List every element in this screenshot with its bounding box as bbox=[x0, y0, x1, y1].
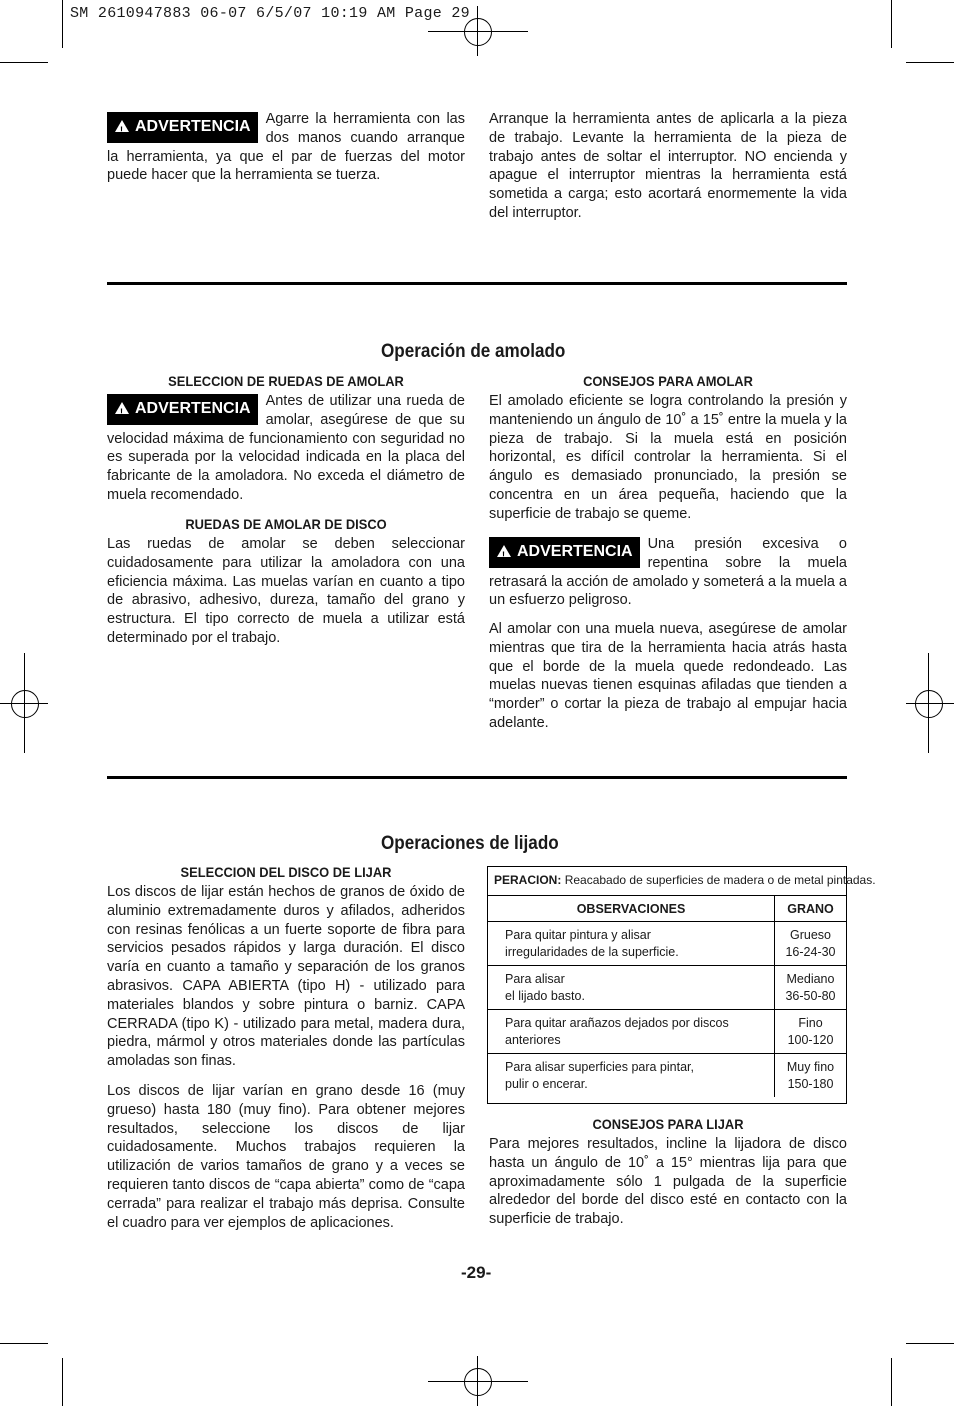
section-divider bbox=[107, 776, 847, 779]
grinding-right-warning-block bbox=[489, 535, 847, 610]
grinding-left-warning-text: Antes de utilizar una rueda de amolar, asegúrese de que su velocidad máxima de funcionamiento con seguridad no es superada por la velocidad indicada en la placa del fabricante de la amoladora. No exceda el diámetro de muela recomendado. bbox=[107, 393, 465, 503]
grinding-right-warning-text: Una presión excesiva o repentina sobre la muela retrasará la acción de amolado y someterá a la muela a un esfuerzo peligroso. bbox=[489, 536, 847, 609]
heading-sanding-disc-selection: SELECCION DEL DISCO DE LIJAR bbox=[180, 864, 392, 880]
print-slug: SM 2610947883 06-07 6/5/07 10:19 AM Page 29 bbox=[70, 5, 470, 22]
grinding-disc-text: Las ruedas de amolar se deben seleccionar cuidadosamente para utilizar la amoladora con una eficiencia máxima. Las muelas varían en cuanto a tipo de abrasivo, adhesivo, dureza, tamaño del grano y estructura. El tipo correcto de muela a utilizar está determinado por el trabajo. bbox=[107, 536, 465, 646]
sanding-tips-text: Para mejores resultados, incline la lijadora de disco hasta un ángulo de 10˚ a 15° mientras lija para que aproximadamente sólo 1 pulgada de la superficie alrededor del borde del disco esté en contacto con la superficie de trabajo. bbox=[489, 1136, 847, 1228]
grit-cell: Muy fino 150-180 bbox=[775, 1054, 847, 1098]
heading-grinding-tips: CONSEJOS PARA AMOLAR bbox=[583, 373, 753, 389]
section-title-grinding: Operación de amolado bbox=[381, 341, 566, 362]
sanding-text-1: Los discos de lijar están hechos de granos de óxido de aluminio extremadamente duros y afilados, adheridos con resinas fenólicas a un fuerte soporte de fibra para servicios pesados rápidos y larga duración. El disco varía en cuanto a tamaño y separación de los granos abrasivos. CAPA ABIERTA (tipo H) - utilizado para materiales blandos y sobre pintura o barniz. CAPA CERRADA (tipo K) - utilizado para metal, madera dura, piedra, mármol y otros materiales donde las partículas amoladas son finas. bbox=[107, 884, 465, 1070]
grit-table bbox=[488, 895, 846, 1097]
heading-grinding-wheel-selection: SELECCION DE RUEDAS DE AMOLAR bbox=[168, 373, 404, 389]
grinding-tips-text: El amolado eficiente se logra controlando la presión y manteniendo un ángulo de 10˚ a 15˚ entre la muela y la pieza de trabajo. Si la muela está en posición horizontal, es difícil controlar la herramienta. Si el ángulo es demasiado pronunciado, la presión se concentra en un área pequeña, haciendo que la superficie de trabajo se queme. bbox=[489, 393, 847, 522]
page-number: -29- bbox=[461, 1263, 492, 1282]
grit-cell: Grueso 16-24-30 bbox=[775, 922, 847, 966]
grinding-new-wheel-text: Al amolar con una muela nueva, asegúrese de amolar mientras que tira de la herramienta hacia atrás hasta que el borde de la muela quede redondeado. Las muelas nuevas tienen esquinas afiladas que tienden a “morder” o cortar la pieza de trabajo al empujar hacia adelante. bbox=[489, 621, 847, 731]
sanding-text-2: Los discos de lijar varían en grano desde 16 (muy grueso) hasta 180 (muy fino). Para obtener mejores resultados, seleccione los discos de lijar cuidadosamente. Muchos trabajos requieren la utilización de varios tamaños de grano y a veces se requieren tanto discos de “capa abierta” como de “capa cerrada” para realizar el trabajo más deprisa. Consulte el cuadro para ver ejemplos de aplicaciones. bbox=[107, 1083, 465, 1231]
column-header-observations: OBSERVACIONES bbox=[488, 896, 775, 922]
top-left-text: Agarre la herramienta con las dos manos cuando arranque la herramienta, ya que el par de fuerzas del motor puede hacer que la herramienta se tuerza. bbox=[107, 111, 465, 184]
warning-triangle-icon bbox=[115, 402, 129, 414]
section-title-sanding: Operaciones de lijado bbox=[381, 833, 559, 854]
table-row bbox=[488, 1010, 846, 1054]
observation-cell: Para quitar pintura y alisar irregularidades de la superficie. bbox=[488, 922, 775, 966]
heading-disc-grinding-wheels: RUEDAS DE AMOLAR DE DISCO bbox=[185, 516, 387, 532]
table-header-row bbox=[488, 896, 846, 922]
table-row bbox=[488, 966, 846, 1010]
warning-triangle-icon bbox=[115, 120, 129, 132]
observation-cell: Para quitar arañazos dejados por discos anteriores bbox=[488, 1010, 775, 1054]
table-row bbox=[488, 1054, 846, 1098]
grit-selection-table bbox=[487, 866, 876, 1104]
top-right-text: Arranque la herramienta antes de aplicarla a la pieza de trabajo. Levante la herramienta de la pieza de trabajo antes de soltar el interruptor. NO encienda y apague el interruptor mientras la herramienta está sometida a carga; esto acortará enormemente la vida del interruptor. bbox=[489, 111, 847, 221]
table-row bbox=[488, 922, 846, 966]
grit-cell: Fino 100-120 bbox=[775, 1010, 847, 1054]
warning-badge: !ADVERTENCIA bbox=[107, 112, 258, 143]
column-header-grit: GRANO bbox=[775, 896, 847, 922]
grinding-left-warning-block bbox=[107, 392, 465, 505]
warning-badge: !ADVERTENCIA bbox=[489, 537, 640, 568]
top-left-warning-block bbox=[107, 110, 465, 185]
observation-cell: Para alisar el lijado basto. bbox=[488, 966, 775, 1010]
warning-triangle-icon bbox=[497, 545, 511, 557]
table-operation: PERACION: Reacabado de superficies de madera o de metal pintadas. bbox=[494, 873, 876, 887]
warning-badge: !ADVERTENCIA bbox=[107, 394, 258, 425]
grit-cell: Mediano 36-50-80 bbox=[775, 966, 847, 1010]
section-divider bbox=[107, 282, 847, 285]
observation-cell: Para alisar superficies para pintar, pulir o encerar. bbox=[488, 1054, 775, 1098]
heading-sanding-tips: CONSEJOS PARA LIJAR bbox=[592, 1116, 744, 1132]
